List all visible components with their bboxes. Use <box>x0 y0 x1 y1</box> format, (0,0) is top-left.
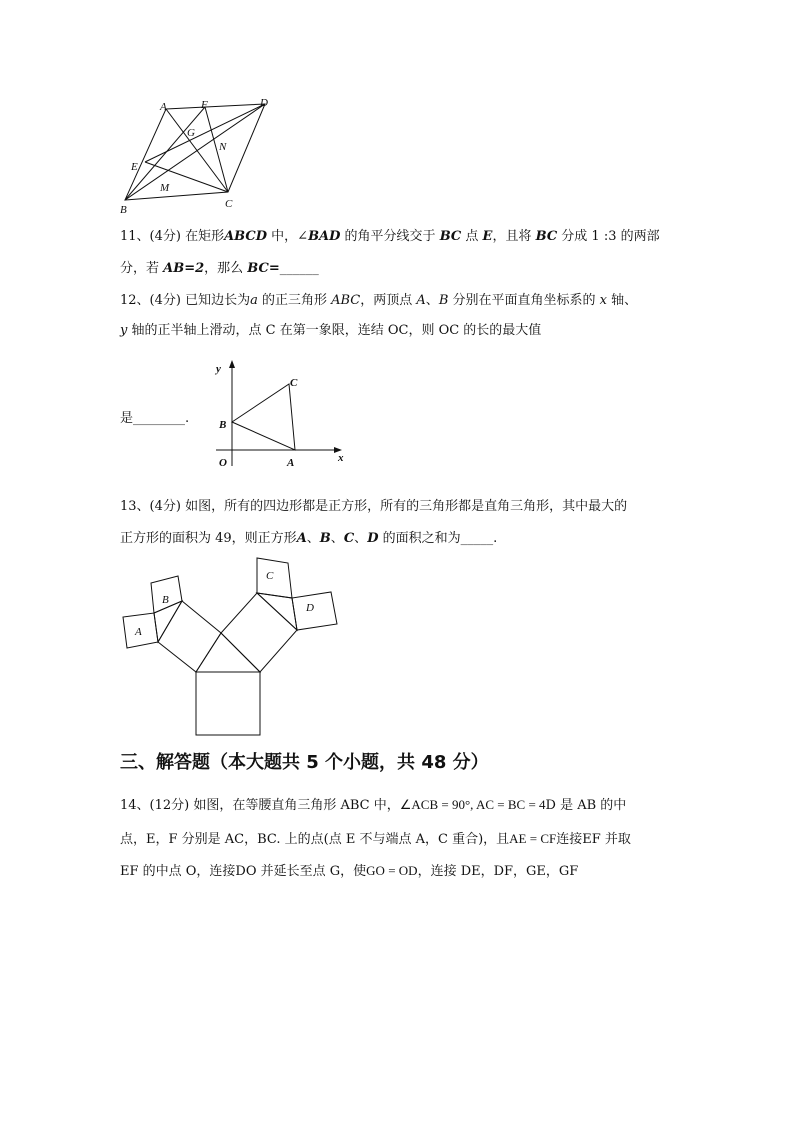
q12-x: x <box>599 293 607 308</box>
label-E: E <box>131 161 138 173</box>
q11-bc: BC= <box>247 261 280 276</box>
q13-text: 13、(4分) 如图，所有的四边形都是正方形，所有的三角形都是直角三角形，其中最大的 <box>120 499 628 514</box>
label-A: A <box>287 457 295 469</box>
square-left <box>158 601 221 672</box>
q11-text: 的角平分线交于 <box>340 229 440 244</box>
q11-text: 分成 1 :3 的两部 <box>557 229 660 244</box>
label-M: M <box>160 182 170 194</box>
question-12-line-3 <box>120 410 189 428</box>
label-D: D <box>306 602 314 614</box>
question-14-line-2 <box>120 830 631 849</box>
label-C: C <box>225 198 233 210</box>
q14-math: ∠ACB = 90°, AC = BC = 4 <box>399 797 546 812</box>
q14-math: GO = OD <box>366 863 418 878</box>
label-D: D <box>260 97 268 109</box>
label-C: C <box>266 570 274 582</box>
label-B: B <box>120 204 127 216</box>
q14-text: ，连接 DE，DF，GE，GF <box>417 864 579 879</box>
q12-text: 的正三角形 <box>257 293 332 308</box>
q14-text: EF 的中点 O，连接DO 并延长至点 G，使 <box>120 864 367 879</box>
label-x-axis: x <box>338 452 344 464</box>
y-arrow-icon <box>229 360 235 368</box>
q12-abc: ABC <box>331 293 361 308</box>
question-13-line-1 <box>120 498 627 516</box>
label-G: G <box>187 127 195 139</box>
q11-ab: AB=2 <box>163 261 205 276</box>
q12-text: 是 <box>120 411 134 426</box>
squares-figure <box>115 555 345 740</box>
q14-text: 14、(12分) 如图，在等腰直角三角形 ABC 中， <box>120 798 400 813</box>
q14-text: 连接EF 并取 <box>556 832 631 847</box>
q11-text: 点 <box>461 229 483 244</box>
q12-A: A <box>416 293 426 308</box>
label-F: F <box>201 99 208 111</box>
q13-answer-blank[interactable]: _____ <box>460 531 494 546</box>
label-B: B <box>162 594 169 606</box>
q12-text: . <box>185 411 190 426</box>
q12-a: a <box>250 293 258 308</box>
section-3-title: 三、解答题（本大题共 5 个小题，共 48 分） <box>120 752 489 773</box>
label-A: A <box>160 101 167 113</box>
q11-text: 中，∠ <box>267 229 309 244</box>
q13-text: 、 <box>330 531 344 546</box>
label-A: A <box>135 626 142 638</box>
line-EC <box>145 162 228 192</box>
question-13-line-2 <box>120 530 497 548</box>
q13-C: C <box>343 531 355 546</box>
question-11-line-1 <box>120 228 660 246</box>
square-right <box>221 593 297 672</box>
q13-text: 的面积之和为 <box>378 531 461 546</box>
q13-text: . <box>493 531 498 546</box>
label-y-axis: y <box>216 363 221 375</box>
q12-answer-blank[interactable]: ________ <box>133 411 186 426</box>
question-14-line-1 <box>120 796 626 815</box>
q13-A: A <box>296 531 307 546</box>
triangle-right <box>257 593 297 630</box>
q12-text: 轴的正半轴上滑动，点 C 在第一象限，连结 OC，则 OC 的长的最大值 <box>127 323 542 338</box>
q11-text: 11、(4分) 在矩形 <box>120 229 225 244</box>
label-B: B <box>219 419 227 431</box>
question-12-line-1 <box>120 292 637 310</box>
q11-text: 分，若 <box>120 261 164 276</box>
q11-answer-blank[interactable]: ______ <box>279 261 319 276</box>
q12-text: ，两顶点 <box>360 293 417 308</box>
q13-B: B <box>319 531 331 546</box>
q14-text: 点，E，F 分别是 AC，BC. 上的点(点 E 不与端点 A，C 重合)，且 <box>120 832 510 847</box>
q12-B: B <box>438 293 449 308</box>
question-14-line-3 <box>120 862 578 881</box>
q12-text: 、 <box>425 293 439 308</box>
q11-bc: BC <box>439 229 462 244</box>
label-C: C <box>290 377 298 389</box>
square-C <box>257 558 292 598</box>
q13-D: D <box>367 531 379 546</box>
q11-bc: BC <box>535 229 558 244</box>
q13-text: 正方形的面积为 49，则正方形 <box>120 531 297 546</box>
question-12-line-2 <box>120 322 541 340</box>
label-N: N <box>219 141 227 153</box>
square-D <box>292 592 337 630</box>
q13-text: 、 <box>354 531 368 546</box>
q11-text: ，且将 <box>492 229 536 244</box>
coordinate-figure <box>210 358 350 470</box>
q13-text: 、 <box>306 531 320 546</box>
square-large <box>196 672 260 735</box>
parallelogram-figure <box>110 92 290 222</box>
triangle-ABC <box>232 384 295 450</box>
question-11-line-2 <box>120 260 319 278</box>
q12-text: 轴、 <box>606 293 638 308</box>
triangle-top <box>196 633 260 672</box>
q12-y: y <box>120 323 128 338</box>
q11-text: ，那么 <box>204 261 248 276</box>
q14-text: D 是 AB 的中 <box>545 798 627 813</box>
q11-bad: BAD <box>308 229 341 244</box>
q12-text: 12、(4分) 已知边长为 <box>120 293 251 308</box>
label-O: O <box>219 457 227 469</box>
q11-abcd: ABCD <box>224 229 268 244</box>
q11-e: E <box>482 229 493 244</box>
q14-math: AE = CF <box>509 831 557 846</box>
q12-text: 分别在平面直角坐标系的 <box>448 293 600 308</box>
